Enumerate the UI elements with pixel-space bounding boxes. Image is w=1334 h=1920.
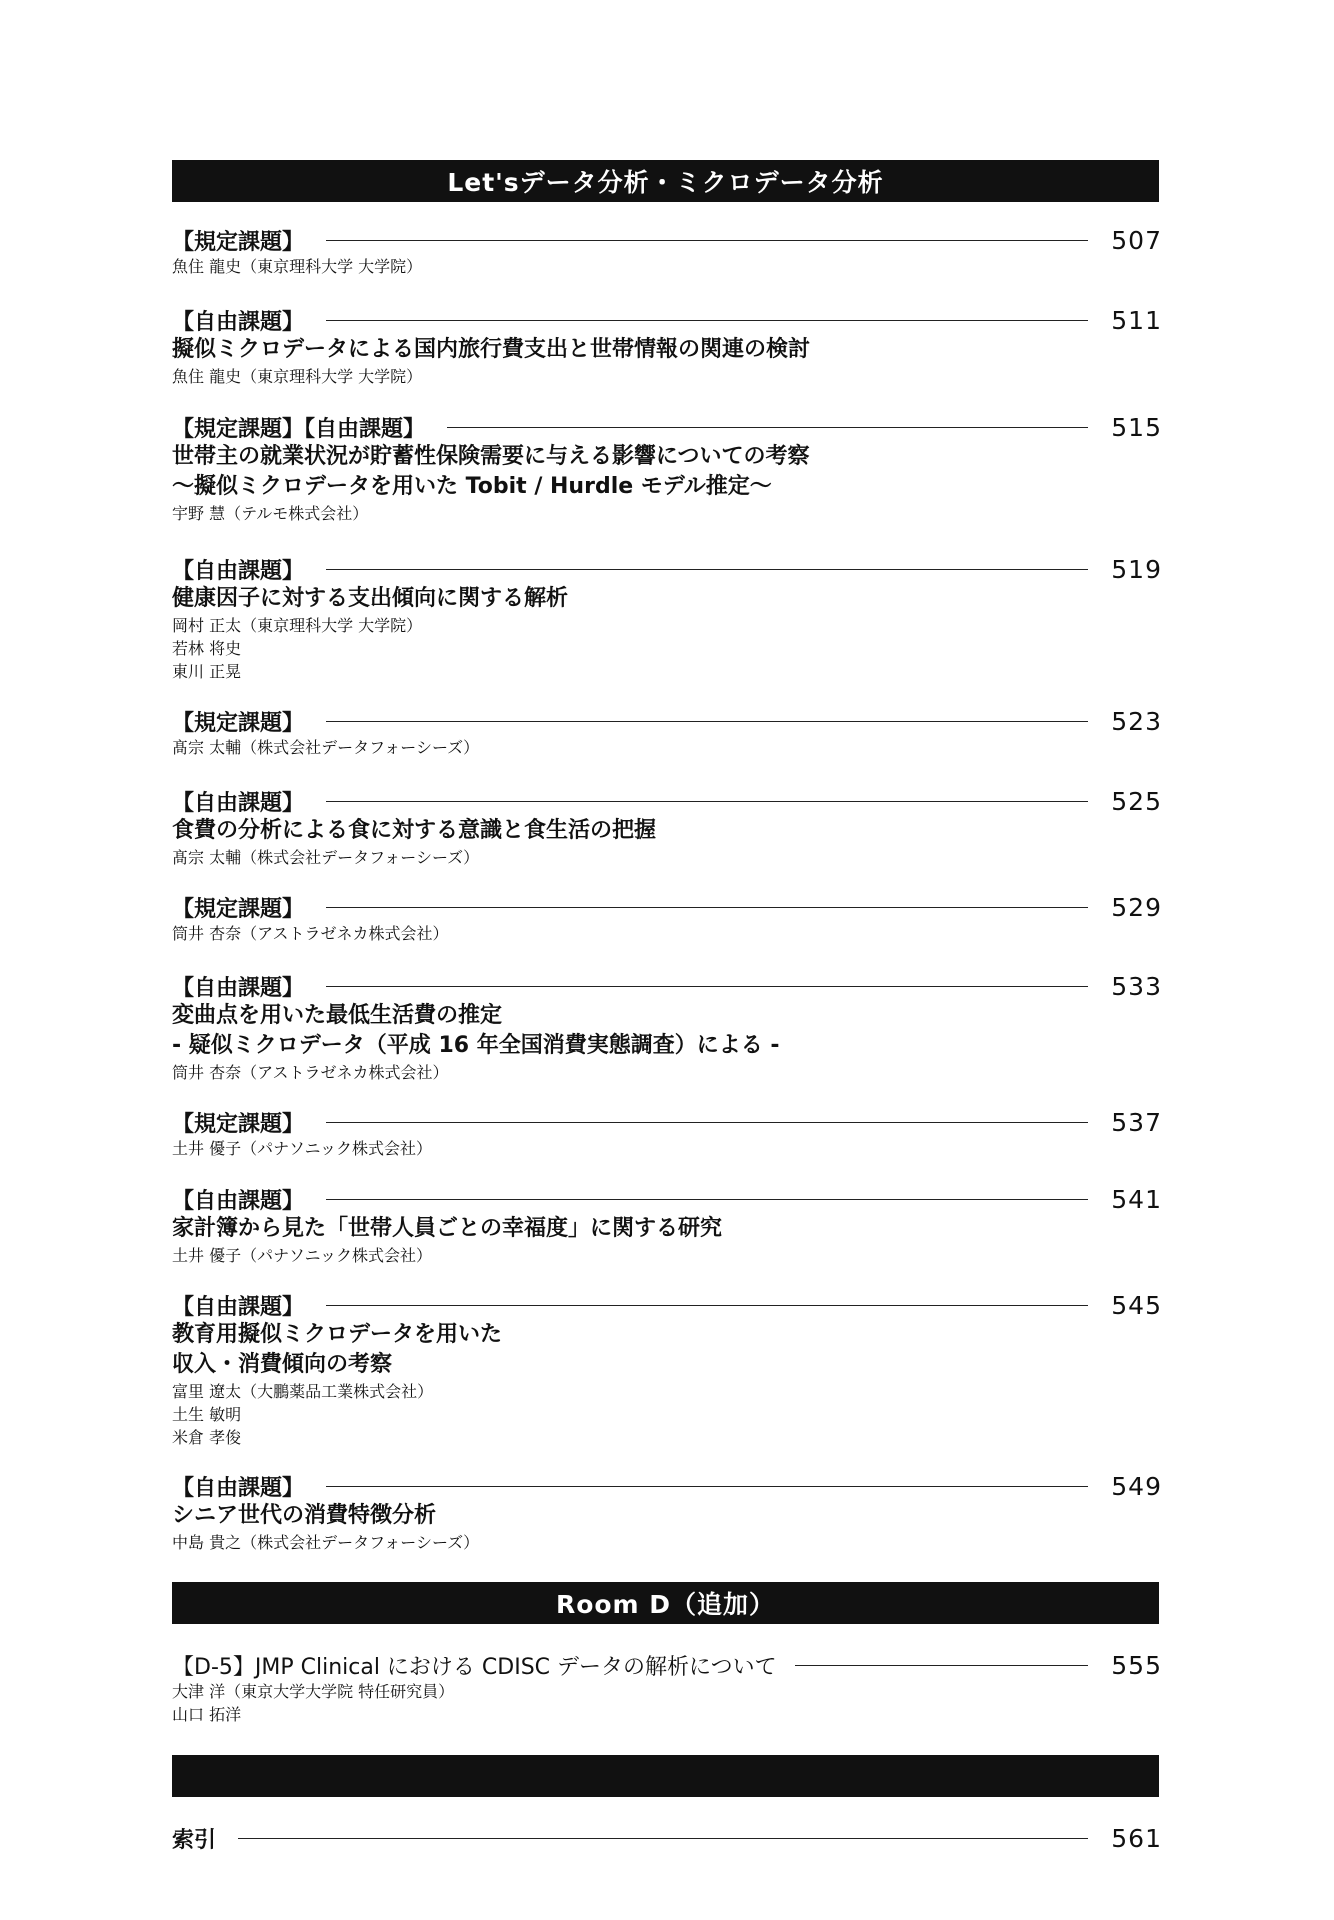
toc-entry[interactable]	[172, 554, 1162, 683]
entry-category: 【自由課題】	[172, 1294, 305, 1320]
entry-title: 収入・消費傾向の考察	[172, 1352, 393, 1377]
index-label: 索引	[172, 1827, 217, 1853]
leader-line	[447, 427, 1088, 428]
entry-author: 筒井 杏奈（アストラゼネカ株式会社）	[172, 1063, 449, 1082]
leader-line	[326, 569, 1088, 570]
toc-entry[interactable]	[172, 706, 1162, 759]
entry-heading	[172, 1184, 1162, 1214]
entry-author: 髙宗 太輔（株式会社データフォーシーズ）	[172, 738, 480, 757]
entry-heading	[172, 1290, 1162, 1320]
entry-heading	[172, 971, 1162, 1001]
leader-line	[326, 240, 1088, 241]
leader-line	[326, 1122, 1088, 1123]
entry-category: 【自由課題】	[172, 1475, 305, 1501]
entry-category: 【自由課題】	[172, 790, 305, 816]
entry-author: 東川 正晃	[172, 662, 242, 681]
entry-heading	[172, 892, 1162, 922]
leader-line	[326, 1305, 1088, 1306]
entry-heading	[172, 1107, 1162, 1137]
entry-category: 【自由課題】	[172, 309, 305, 335]
entry-author: 富里 遼太（大鵬薬品工業株式会社）	[172, 1382, 434, 1401]
entry-title: 家計簿から見た「世帯人員ごとの幸福度」に関する研究	[172, 1216, 723, 1241]
entry-author: 魚住 龍史（東京理科大学 大学院）	[172, 257, 423, 276]
entry-title: 食費の分析による食に対する意識と食生活の把握	[172, 818, 657, 843]
page-number[interactable]: 529	[1111, 892, 1162, 922]
toc-entry[interactable]	[172, 1184, 1162, 1267]
entry-subtitle: - 疑似ミクロデータ（平成 16 年全国消費実態調査）による -	[172, 1033, 780, 1058]
leader-line	[795, 1665, 1088, 1666]
entry-category: 【自由課題】	[172, 1188, 305, 1214]
toc-entry[interactable]	[172, 892, 1162, 945]
entry-title: 擬似ミクロデータによる国内旅行費支出と世帯情報の関連の検討	[172, 337, 811, 362]
entry-title: 変曲点を用いた最低生活費の推定	[172, 1003, 503, 1028]
leader-line	[326, 721, 1088, 722]
page-number[interactable]: 515	[1111, 412, 1162, 442]
toc-entry-d5[interactable]	[172, 1650, 1162, 1726]
toc-entry[interactable]	[172, 1471, 1162, 1554]
page-number[interactable]: 537	[1111, 1107, 1162, 1137]
leader-line	[326, 320, 1088, 321]
entry-category: 【規定課題】	[172, 710, 305, 736]
entry-category: 【D-5】JMP Clinical における CDISC データの解析について	[172, 1654, 777, 1680]
entry-author: 土井 優子（パナソニック株式会社）	[172, 1139, 432, 1158]
leader-line	[326, 1486, 1088, 1487]
page-number[interactable]: 525	[1111, 786, 1162, 816]
toc-entry[interactable]	[172, 225, 1162, 278]
entry-category: 【自由課題】	[172, 558, 305, 584]
leader-line	[326, 986, 1088, 987]
page-number[interactable]: 549	[1111, 1471, 1162, 1501]
entry-category: 【規定課題】【自由課題】	[172, 416, 426, 442]
entry-title: シニア世代の消費特徴分析	[172, 1503, 437, 1528]
entry-heading	[172, 412, 1162, 442]
entry-heading	[172, 305, 1162, 335]
leader-line	[238, 1838, 1088, 1839]
entry-author: 土井 優子（パナソニック株式会社）	[172, 1246, 432, 1265]
page-number[interactable]: 541	[1111, 1184, 1162, 1214]
entry-title: 世帯主の就業状況が貯蓄性保険需要に与える影響についての考察	[172, 444, 810, 469]
toc-entry[interactable]	[172, 1290, 1162, 1449]
entry-title: 健康因子に対する支出傾向に関する解析	[172, 586, 569, 611]
leader-line	[326, 801, 1088, 802]
entry-heading	[172, 786, 1162, 816]
toc-entry[interactable]	[172, 305, 1162, 388]
entry-author: 中島 貴之（株式会社データフォーシーズ）	[172, 1533, 480, 1552]
entry-author: 若林 将史	[172, 639, 242, 658]
entry-author: 髙宗 太輔（株式会社データフォーシーズ）	[172, 848, 480, 867]
page-number[interactable]: 545	[1111, 1290, 1162, 1320]
toc-entry[interactable]	[172, 786, 1162, 869]
leader-line	[326, 907, 1088, 908]
leader-line	[326, 1199, 1088, 1200]
entry-category: 【規定課題】	[172, 229, 305, 255]
section-banner-room-d	[172, 1582, 1159, 1624]
toc-entry-index[interactable]	[172, 1823, 1162, 1853]
toc-entry[interactable]	[172, 971, 1162, 1084]
entry-heading	[172, 1650, 1162, 1680]
entry-heading	[172, 706, 1162, 736]
page-number[interactable]: 561	[1111, 1823, 1162, 1853]
entry-author: 米倉 孝俊	[172, 1428, 242, 1447]
section-banner-blank	[172, 1755, 1159, 1797]
page-number[interactable]: 523	[1111, 706, 1162, 736]
entry-subtitle: ～擬似ミクロデータを用いた Tobit / Hurdle モデル推定～	[172, 474, 772, 499]
entry-heading	[172, 1823, 1162, 1853]
page-number[interactable]: 555	[1111, 1650, 1162, 1680]
page-number[interactable]: 507	[1111, 225, 1162, 255]
section-title: Room D（追加）	[555, 1590, 776, 1619]
page-number[interactable]: 533	[1111, 971, 1162, 1001]
entry-category: 【自由課題】	[172, 975, 305, 1001]
toc-entry[interactable]	[172, 1107, 1162, 1160]
toc-entry[interactable]	[172, 412, 1162, 525]
section-title: Let'sデータ分析・ミクロデータ分析	[447, 168, 884, 197]
entry-category: 【規定課題】	[172, 896, 305, 922]
entry-author: 大津 洋（東京大学大学院 特任研究員）	[172, 1682, 455, 1701]
page-number[interactable]: 519	[1111, 554, 1162, 584]
entry-author: 宇野 慧（テルモ株式会社）	[172, 504, 369, 523]
entry-author: 山口 拓洋	[172, 1705, 242, 1724]
section-banner-lets	[172, 160, 1159, 202]
entry-heading	[172, 225, 1162, 255]
entry-title: 教育用擬似ミクロデータを用いた	[172, 1322, 503, 1347]
entry-category: 【規定課題】	[172, 1111, 305, 1137]
entry-author: 土生 敏明	[172, 1405, 242, 1424]
entry-author: 筒井 杏奈（アストラゼネカ株式会社）	[172, 924, 449, 943]
page-number[interactable]: 511	[1111, 305, 1162, 335]
entry-author: 魚住 龍史（東京理科大学 大学院）	[172, 367, 423, 386]
entry-heading	[172, 1471, 1162, 1501]
entry-heading	[172, 554, 1162, 584]
entry-author: 岡村 正太（東京理科大学 大学院）	[172, 616, 423, 635]
